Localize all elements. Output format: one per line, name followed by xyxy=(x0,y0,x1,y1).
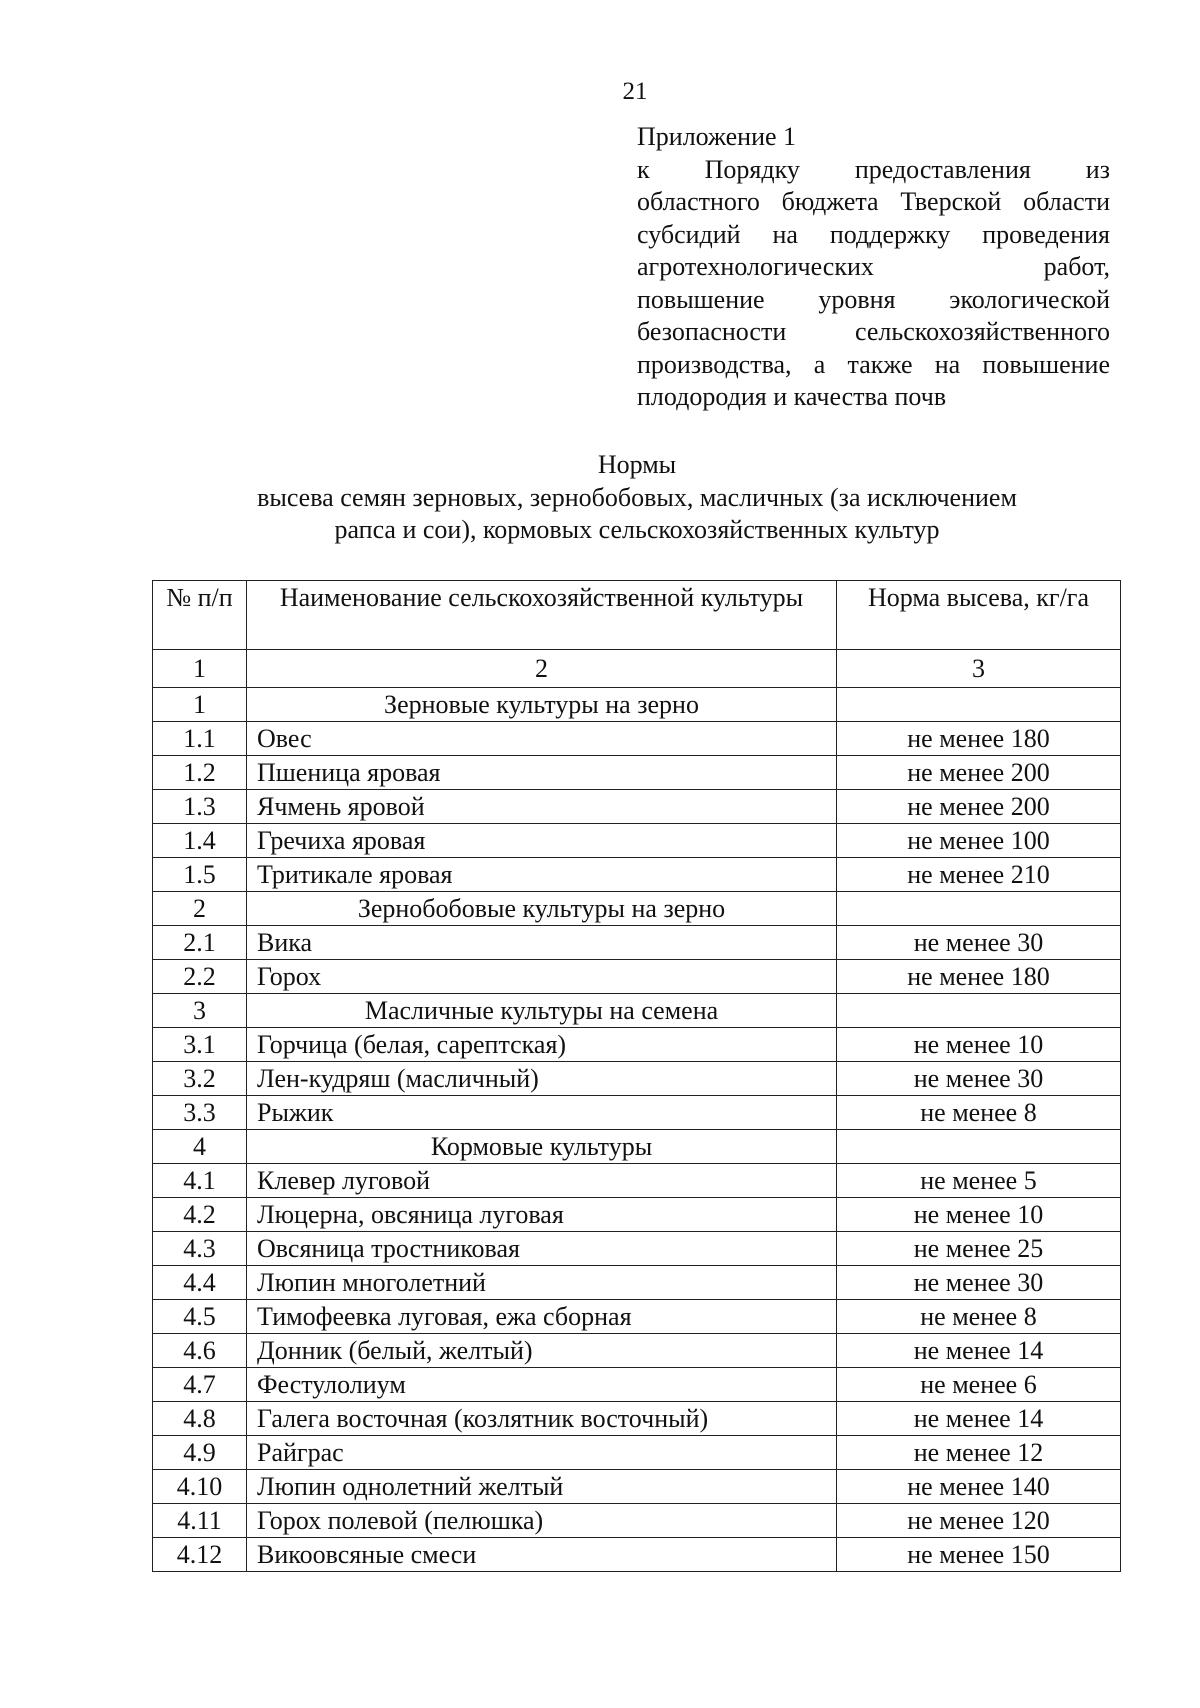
table-row xyxy=(153,858,1121,892)
cell-seeding-rate: не менее 180 xyxy=(837,960,1121,994)
cell-number: 3 xyxy=(153,994,247,1028)
cell-section-title: Зерновые культуры на зерно xyxy=(247,688,837,722)
cell-crop-name: Клевер луговой xyxy=(247,1164,837,1198)
cell-number: 1.2 xyxy=(153,756,247,790)
table-row xyxy=(153,756,1121,790)
cell-seeding-rate: не менее 180 xyxy=(837,722,1121,756)
cell-seeding-rate: не менее 140 xyxy=(837,1470,1121,1504)
cell-seeding-rate: не менее 120 xyxy=(837,1504,1121,1538)
table-row xyxy=(153,1028,1121,1062)
cell-crop-name: Люпин однолетний желтый xyxy=(247,1470,837,1504)
cell-number: 1.4 xyxy=(153,824,247,858)
cell-number: 4.10 xyxy=(153,1470,247,1504)
cell-seeding-rate: не менее 150 xyxy=(837,1538,1121,1572)
appendix-line: Приложение 1 xyxy=(637,122,797,151)
cell-number: 1.5 xyxy=(153,858,247,892)
cell-section-title: Кормовые культуры xyxy=(247,1130,837,1164)
appendix-line: производства, а также на повышение xyxy=(637,349,1110,379)
cell-crop-name: Горчица (белая, сарептская) xyxy=(247,1028,837,1062)
table-row xyxy=(153,1062,1121,1096)
cell-crop-name: Рыжик xyxy=(247,1096,837,1130)
cell-seeding-rate: не менее 10 xyxy=(837,1198,1121,1232)
cell-crop-name: Викоовсяные смеси xyxy=(247,1538,837,1572)
appendix-line: плодородия и качества почв xyxy=(637,382,947,411)
header-cell-rate: Норма высева, кг/га xyxy=(837,581,1121,650)
appendix-line: агротехнологических работ, xyxy=(637,252,1110,281)
cell-section-title: Масличные культуры на семена xyxy=(247,994,837,1028)
cell-seeding-rate: не менее 5 xyxy=(837,1164,1121,1198)
cell-number: 4.12 xyxy=(153,1538,247,1572)
cell-number: 4.5 xyxy=(153,1300,247,1334)
cell-seeding-rate: не менее 200 xyxy=(837,790,1121,824)
cell-number: 1.3 xyxy=(153,790,247,824)
cell-seeding-rate: не менее 25 xyxy=(837,1232,1121,1266)
cell-seeding-rate: не менее 30 xyxy=(837,1266,1121,1300)
cell-crop-name: Лен-кудряш (масличный) xyxy=(247,1062,837,1096)
cell-seeding-rate: не менее 8 xyxy=(837,1096,1121,1130)
cell-number: 4 xyxy=(153,1130,247,1164)
table-section-row xyxy=(153,994,1121,1028)
cell-seeding-rate: не менее 8 xyxy=(837,1300,1121,1334)
table-row xyxy=(153,1198,1121,1232)
table-row xyxy=(153,1402,1121,1436)
cell-crop-name: Ячмень яровой xyxy=(247,790,837,824)
table-row xyxy=(153,1096,1121,1130)
table-row xyxy=(153,1504,1121,1538)
heading-line: рапса и сои), кормовых сельскохозяйственных культур xyxy=(334,515,940,544)
cell-crop-name: Люцерна, овсяница луговая xyxy=(247,1198,837,1232)
table-row xyxy=(153,1334,1121,1368)
cell-seeding-rate: не менее 10 xyxy=(837,1028,1121,1062)
table-row xyxy=(153,1470,1121,1504)
cell-number: 4.2 xyxy=(153,1198,247,1232)
cell-crop-name: Донник (белый, желтый) xyxy=(247,1334,837,1368)
cell-crop-name: Пшеница яровая xyxy=(247,756,837,790)
heading-title: Нормы xyxy=(597,450,677,479)
page-number: 21 xyxy=(622,78,648,105)
cell-seeding-rate: не менее 12 xyxy=(837,1436,1121,1470)
cell-number: 1 xyxy=(153,688,247,722)
cell-number: 4.1 xyxy=(153,1164,247,1198)
table-header-row xyxy=(153,581,1121,650)
column-index-cell: 1 xyxy=(153,650,247,688)
table-row xyxy=(153,1232,1121,1266)
column-index-cell: 2 xyxy=(247,650,837,688)
cell-number: 3.1 xyxy=(153,1028,247,1062)
table-section-row xyxy=(153,892,1121,926)
table-row xyxy=(153,960,1121,994)
cell-crop-name: Фестулолиум xyxy=(247,1368,837,1402)
table-section-row xyxy=(153,688,1121,722)
cell-number: 4.7 xyxy=(153,1368,247,1402)
cell-number: 4.11 xyxy=(153,1504,247,1538)
appendix-line: безопасности сельскохозяйственного xyxy=(637,317,1110,346)
cell-seeding-rate: не менее 100 xyxy=(837,824,1121,858)
cell-number: 1.1 xyxy=(153,722,247,756)
cell-seeding-rate xyxy=(837,994,1121,1028)
header-cell-crop: Наименование сельскохозяйственной культуры xyxy=(247,581,837,650)
cell-crop-name: Горох xyxy=(247,960,837,994)
appendix-block xyxy=(637,121,1110,414)
cell-crop-name: Гречиха яровая xyxy=(247,824,837,858)
cell-seeding-rate: не менее 200 xyxy=(837,756,1121,790)
cell-crop-name: Галега восточная (козлятник восточный) xyxy=(247,1402,837,1436)
cell-crop-name: Овес xyxy=(247,722,837,756)
appendix-line: областного бюджета Тверской области xyxy=(637,187,1110,216)
cell-number: 2.1 xyxy=(153,926,247,960)
cell-section-title: Зернобобовые культуры на зерно xyxy=(247,892,837,926)
table-row xyxy=(153,1368,1121,1402)
document-heading xyxy=(0,449,1200,547)
table-row xyxy=(153,1300,1121,1334)
header-cell-number: № п/п xyxy=(153,581,247,650)
appendix-line: субсидий на поддержку проведения xyxy=(637,219,1110,249)
column-index-row xyxy=(153,650,1121,688)
cell-crop-name: Люпин многолетний xyxy=(247,1266,837,1300)
cell-crop-name: Овсяница тростниковая xyxy=(247,1232,837,1266)
table-row xyxy=(153,1436,1121,1470)
cell-number: 4.4 xyxy=(153,1266,247,1300)
table-row xyxy=(153,926,1121,960)
cell-seeding-rate: не менее 14 xyxy=(837,1402,1121,1436)
cell-crop-name: Тимофеевка луговая, ежа сборная xyxy=(247,1300,837,1334)
seeding-norms-table xyxy=(152,580,1121,1572)
table-row xyxy=(153,1266,1121,1300)
table-row xyxy=(153,824,1121,858)
cell-seeding-rate: не менее 30 xyxy=(837,1062,1121,1096)
appendix-line: повышение уровня экологической xyxy=(637,284,1110,314)
cell-seeding-rate: не менее 30 xyxy=(837,926,1121,960)
appendix-line: к Порядку предоставления из xyxy=(637,154,1110,184)
cell-seeding-rate xyxy=(837,892,1121,926)
table-row xyxy=(153,722,1121,756)
cell-crop-name: Вика xyxy=(247,926,837,960)
cell-number: 3.2 xyxy=(153,1062,247,1096)
table-row xyxy=(153,1538,1121,1572)
table-row xyxy=(153,790,1121,824)
cell-seeding-rate xyxy=(837,1130,1121,1164)
cell-crop-name: Райграс xyxy=(247,1436,837,1470)
cell-number: 4.9 xyxy=(153,1436,247,1470)
cell-number: 4.8 xyxy=(153,1402,247,1436)
heading-line: высева семян зерновых, зернобобовых, масличных (за исключением xyxy=(257,482,1017,512)
cell-seeding-rate xyxy=(837,688,1121,722)
cell-number: 3.3 xyxy=(153,1096,247,1130)
column-index-cell: 3 xyxy=(837,650,1121,688)
cell-crop-name: Горох полевой (пелюшка) xyxy=(247,1504,837,1538)
cell-number: 4.3 xyxy=(153,1232,247,1266)
cell-number: 2 xyxy=(153,892,247,926)
cell-crop-name: Тритикале яровая xyxy=(247,858,837,892)
table-section-row xyxy=(153,1130,1121,1164)
cell-seeding-rate: не менее 14 xyxy=(837,1334,1121,1368)
table-row xyxy=(153,1164,1121,1198)
cell-seeding-rate: не менее 6 xyxy=(837,1368,1121,1402)
cell-seeding-rate: не менее 210 xyxy=(837,858,1121,892)
cell-number: 4.6 xyxy=(153,1334,247,1368)
cell-number: 2.2 xyxy=(153,960,247,994)
